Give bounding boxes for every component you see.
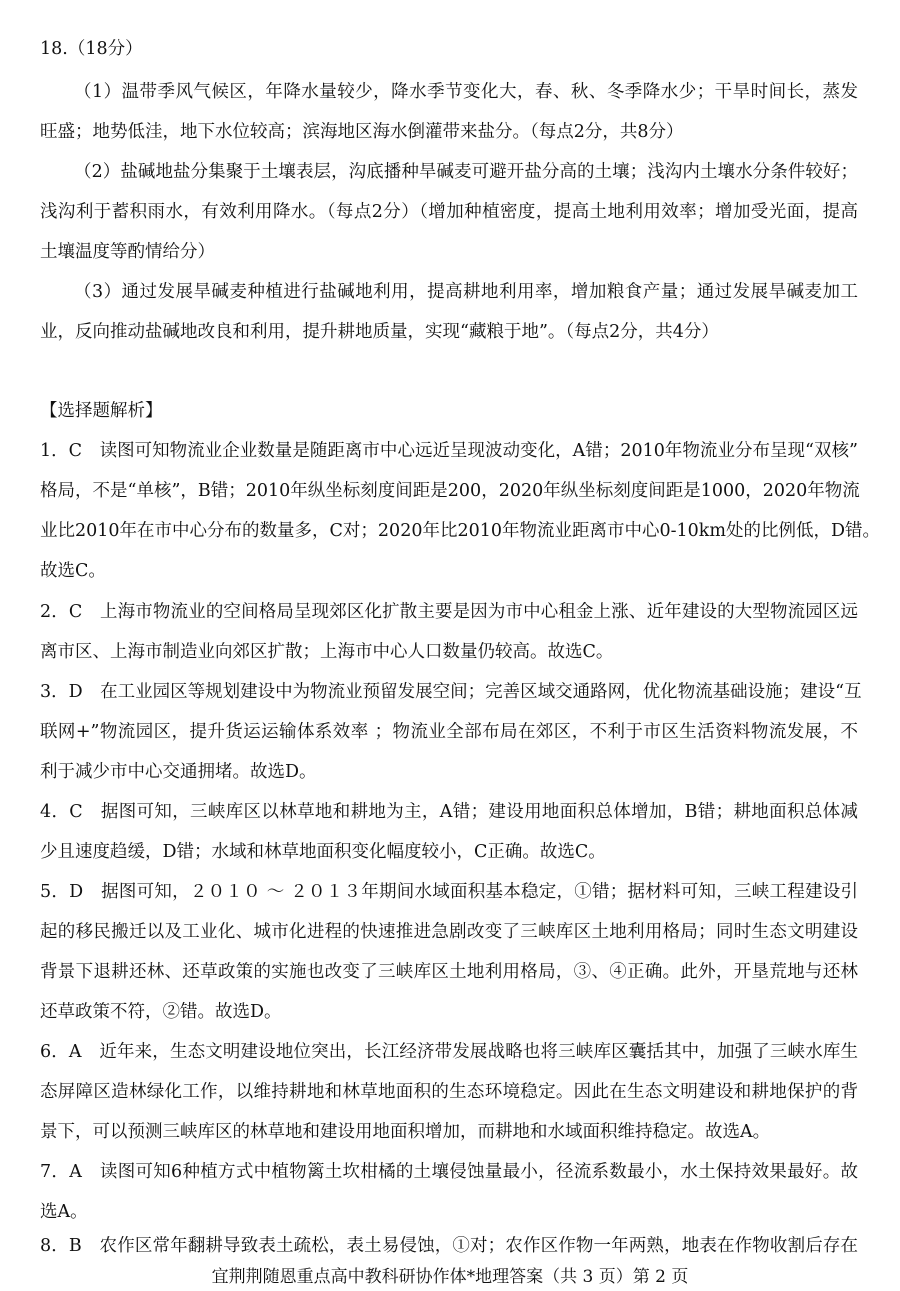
- analysis-line: 利于减少市中心交通拥堵。故选D。: [40, 762, 317, 782]
- analysis-line: 7．A 读图可知6种植方式中植物篱土坎柑橘的土壤侵蚀量最小，径流系数最小，水土保持效果最好。故: [40, 1162, 858, 1182]
- analysis-line: 还草政策不符，②错。故选D。: [40, 1002, 282, 1022]
- analysis-line: 5．D 据图可知，２０１０ ～ ２０１３年期间水域面积基本稳定，①错；据材料可知，三峡工程建设引: [40, 882, 858, 902]
- page-footer: 宜荆荆随恩重点高中教科研协作体*地理答案（共 3 页）第 2 页: [211, 1267, 689, 1287]
- analysis-line: 业比2010年在市中心分布的数量多，C对；2020年比2010年物流业距离市中心0-10km处的比例低，D错。: [40, 521, 881, 541]
- q18-line: 浅沟利于蓄积雨水，有效利用降水。（每点2分）（增加种植密度，提高土地利用效率；增加受光面，提高: [40, 202, 858, 222]
- analysis-line: 少且速度趋缓，D错；水域和林草地面积变化幅度较小，C正确。故选C。: [40, 842, 606, 862]
- analysis-line: 4．C 据图可知，三峡库区以林草地和耕地为主，A错；建设用地面积总体增加，B错；耕地面积总体减: [40, 802, 858, 822]
- q18-line: （2）盐碱地盐分集聚于土壤表层，沟底播种旱碱麦可避开盐分高的土壤；浅沟内土壤水分条件较好；: [74, 162, 858, 182]
- analysis-line: 背景下退耕还林、还草政策的实施也改变了三峡库区土地利用格局，③、④正确。此外，开垦荒地与还林: [40, 962, 858, 982]
- analysis-line: 起的移民搬迁以及工业化、城市化进程的快速推进急剧改变了三峡库区土地利用格局；同时生态文明建设: [40, 922, 858, 942]
- analysis-line: 故选C。: [40, 561, 106, 581]
- q18-line: （1）温带季风气候区，年降水量较少，降水季节变化大，春、秋、冬季降水少；干旱时间长，蒸发: [74, 82, 858, 102]
- analysis-line: 格局，不是“单核”，B错；2010年纵坐标刻度间距是200，2020年纵坐标刻度间距是1000，2020年物流: [40, 481, 860, 501]
- q18-line: 旺盛；地势低洼，地下水位较高；滨海地区海水倒灌带来盐分。（每点2分，共8分）: [40, 122, 684, 142]
- analysis-line: 离市区、上海市制造业向郊区扩散；上海市中心人口数量仍较高。故选C。: [40, 642, 614, 662]
- q18-line: （3）通过发展旱碱麦种植进行盐碱地利用，提高耕地利用率，增加粮食产量；通过发展旱碱麦加工: [74, 282, 858, 302]
- analysis-line: 联网+”物流园区，提升货运运输体系效率 ；物流业全部布局在郊区，不利于市区生活资料物流发展，不: [40, 722, 858, 742]
- q18-line: 业，反向推动盐碱地改良和利用，提升耕地质量，实现“藏粮于地”。（每点2分，共4分）: [40, 322, 719, 342]
- analysis-line: 2．C 上海市物流业的空间格局呈现郊区化扩散主要是因为市中心租金上涨、近年建设的大型物流园区远: [40, 602, 858, 622]
- analysis-line: 态屏障区造林绿化工作，以维持耕地和林草地面积的生态环境稳定。因此在生态文明建设和耕地保护的背: [40, 1082, 858, 1102]
- analysis-line: 8．B 农作区常年翻耕导致表土疏松，表土易侵蚀，①对；农作区作物一年两熟，地表在作物收割后存在: [40, 1236, 858, 1256]
- analysis-line: 景下，可以预测三峡库区的林草地和建设用地面积增加，而耕地和水域面积维持稳定。故选A。: [40, 1122, 771, 1142]
- analysis-line: 1．C 读图可知物流业企业数量是随距离市中心远近呈现波动变化，A错；2010年物流业分布呈现“双核”: [40, 441, 858, 461]
- analysis-line: 6．A 近年来，生态文明建设地位突出，长江经济带发展战略也将三峡库区囊括其中，加强了三峡水库生: [40, 1042, 858, 1062]
- analysis-line: 3．D 在工业园区等规划建设中为物流业预留发展空间；完善区域交通路网，优化物流基础设施；建设“互: [40, 682, 862, 702]
- q18-line: 土壤温度等酌情给分）: [40, 242, 215, 262]
- analysis-heading: 【选择题解析】: [40, 401, 163, 421]
- analysis-line: 选A。: [40, 1202, 88, 1222]
- q18-heading: 18.（18分）: [40, 39, 143, 59]
